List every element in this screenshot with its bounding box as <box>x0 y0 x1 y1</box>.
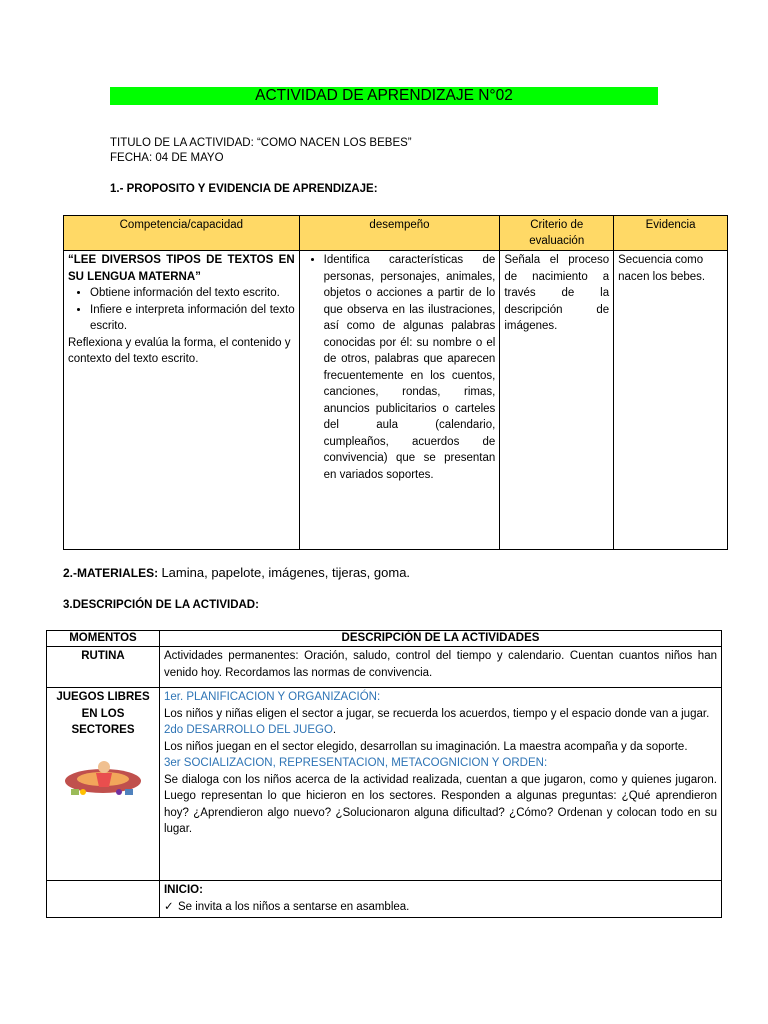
criterio-cell: Señala el proceso de nacimiento a través de la descripción de imágenes. <box>500 251 614 550</box>
rutina-label: RUTINA <box>47 647 160 688</box>
planificacion-title: 1er. PLANIFICACION Y ORGANIZACIÓN: <box>163 691 381 703</box>
materials-line <box>63 565 410 581</box>
juegos-label-cell <box>47 688 160 881</box>
header-competencia: Competencia/capacidad <box>64 216 300 251</box>
socializacion-title: 3er SOCIALIZACION, REPRESENTACION, METACOGNICION Y ORDEN: <box>163 757 548 769</box>
materials-text: Lamina, papelote, imágenes, tijeras, goma. <box>161 565 411 580</box>
date-line: FECHA: 04 DE MAYO <box>110 152 224 164</box>
rutina-row <box>47 647 722 688</box>
desempeno-item: • Identifica características de personas, personajes, animales, objetos o acciones a partir de lo que observa en las ilustraciones, así como de algunas palabras conocidas por él: su nombre o el de otros, palabras que aparecen frecuentemente en los cuentos, canciones, rondas, rimas, anuncios publicitarios o carteles del aula (calendario, cumpleaños, acuerdos de convivencia) que se presentan en variados soportes. <box>324 252 496 483</box>
socializacion-text: Se dialoga con los niños acerca de la actividad realizada, cuentan a que jugaron, como y quienes jugaron. Luego representan lo que hicieron en los sectores. Responden a algunas preguntas: ¿Qué aprendieron hoy? ¿Aprendieron algo nuevo? ¿Solucionaron alguna dificultad? ¿Cómo? Ordenan y colocan todo en su lugar. <box>163 773 717 835</box>
header-desempeno: desempeño <box>299 216 500 251</box>
activity-title: ACTIVIDAD DE APRENDIZAJE N°02 <box>110 87 658 105</box>
desarrollo-text: Los niños juegan en el sector elegido, desarrollan su imaginación. La maestra acompaña y da soporte. <box>163 740 688 753</box>
capacidad-list <box>68 285 295 335</box>
inicio-label-cell <box>47 881 160 918</box>
planificacion-text: Los niños y niñas eligen el sector a jugar, se recuerda los acuerdos, tiempo y el espacio donde van a jugar. <box>163 707 710 720</box>
purpose-table-row <box>64 251 728 550</box>
header-evidencia: Evidencia <box>614 216 728 251</box>
desarrollo-title-line: 2do DESARROLLO DEL JUEGO. <box>163 724 337 736</box>
inicio-item: Se invita a los niños a sentarse en asamblea. <box>177 900 410 913</box>
rutina-text: Actividades permanentes: Oración, saludo, control del tiempo y calendario. Cuentan cuantos niños han venido hoy. Recordamos las normas de convivencia. <box>159 647 721 688</box>
header-descripcion: DESCRIPCIÓN DE LA ACTIVIDADES <box>159 631 721 647</box>
evidencia-cell: Secuencia como nacen los bebes. <box>614 251 728 550</box>
desarrollo-title: 2do DESARROLLO DEL JUEGO <box>163 724 333 736</box>
activity-table <box>46 630 722 918</box>
competencia-extra: Reflexiona y evalúa la forma, el contenido y contexto del texto escrito. <box>68 336 291 365</box>
header-criterio: Criterio de evaluación <box>500 216 614 251</box>
desempeno-list <box>304 252 496 483</box>
inicio-title: INICIO: <box>163 884 203 896</box>
juegos-row <box>47 688 722 881</box>
children-playing-illustration <box>61 757 145 797</box>
capacidad-item: • Infiere e interpreta información del texto escrito. <box>90 302 295 335</box>
purpose-table-header-row <box>64 216 728 251</box>
activity-title-line: TITULO DE LA ACTIVIDAD: “COMO NACEN LOS BEBES” <box>110 137 412 149</box>
inicio-item-line <box>164 899 717 916</box>
checkmark-icon: ✓ <box>163 900 174 913</box>
materials-label: 2.-MATERIALES: <box>63 566 159 580</box>
competencia-cell <box>64 251 300 550</box>
activity-table-header-row <box>47 631 722 647</box>
section3-heading: 3.DESCRIPCIÓN DE LA ACTIVIDAD: <box>63 599 259 611</box>
purpose-table <box>63 215 728 550</box>
competencia-title: “LEE DIVERSOS TIPOS DE TEXTOS EN SU LENGUA MATERNA” <box>68 254 295 283</box>
juegos-description <box>159 688 721 881</box>
header-momentos: MOMENTOS <box>47 631 160 647</box>
inicio-row <box>47 881 722 918</box>
inicio-cell <box>159 881 721 918</box>
desempeno-cell <box>299 251 500 550</box>
juegos-label: JUEGOS LIBRES EN LOS SECTORES <box>56 691 150 736</box>
capacidad-item: • Obtiene información del texto escrito. <box>90 285 295 302</box>
section1-heading: 1.- PROPOSITO Y EVIDENCIA DE APRENDIZAJE: <box>110 183 378 195</box>
